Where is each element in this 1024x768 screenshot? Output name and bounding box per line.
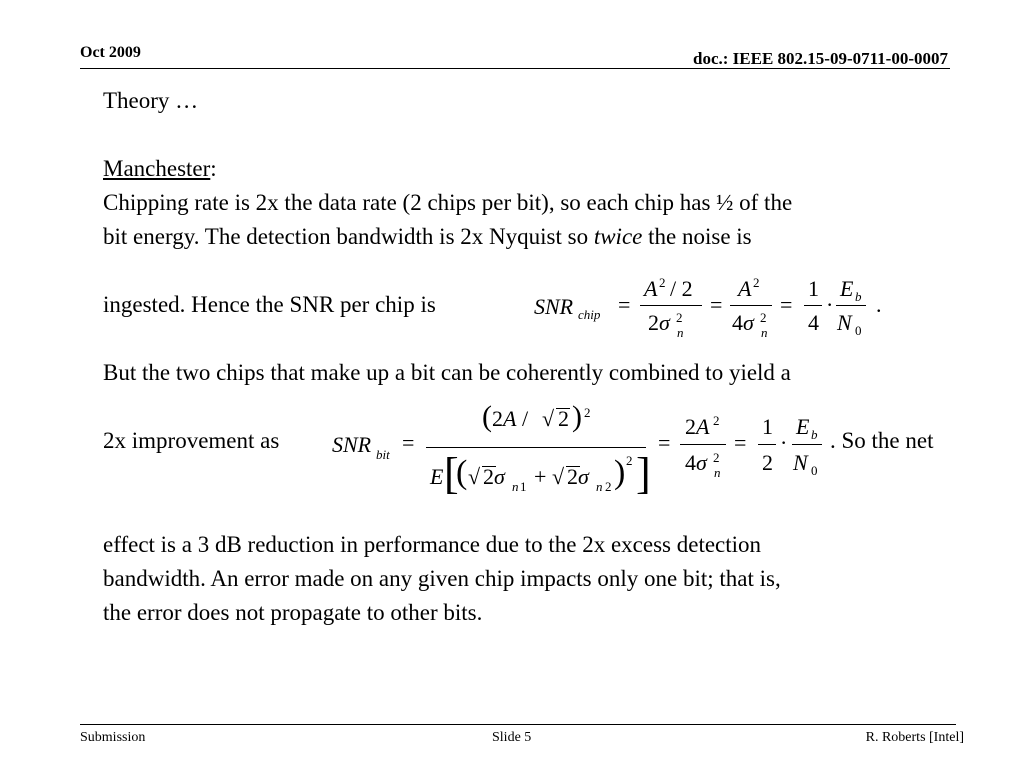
so-the-net: . So the net [830, 428, 934, 453]
section-title: Theory … [103, 88, 199, 113]
manchester-heading-colon: : [210, 156, 217, 181]
paragraph-2-line-2: 2x improvement as [103, 428, 280, 453]
footer-submission: Submission [80, 730, 146, 745]
snr-bit-equation: SNR bit = ( 2A / √ 2 ) 2 E [ ( √ 2σ n 1 + √ 2σ n 2 ) 2 ] = 2A 2 4σ 2 n = 1 2 · E b N 0 [330, 400, 850, 510]
paragraph-1-line-2 [103, 220, 752, 254]
paragraph-3-line-1: effect is a 3 dB reduction in performance due to the 2x excess detection [103, 532, 762, 557]
snr-chip-equation: SNR chip = A 2 / 2 2σ 2 n = A 2 4σ 2 n = 1 4 · E b N 0 . [534, 275, 882, 340]
paragraph-1-line-3: ingested. Hence the SNR per chip is [103, 292, 436, 317]
footer-divider [80, 724, 956, 725]
header-divider [80, 68, 950, 69]
footer-author: R. Roberts [Intel] [865, 730, 964, 745]
header-date: Oct 2009 [80, 44, 141, 61]
p1-line2-italic: twice [593, 224, 643, 249]
footer-slide-number: Slide 5 [492, 730, 532, 745]
p1-line2-start: bit energy. The detection bandwidth is 2x Nyquist so [103, 224, 594, 249]
paragraph-3-line-3: the error does not propagate to other bits. [103, 600, 483, 625]
paragraph-1-line-1: Chipping rate is 2x the data rate (2 chips per bit), so each chip has ½ of the [103, 190, 793, 215]
header-doc-id: doc.: IEEE 802.15-09-0711-00-0007 [693, 49, 948, 68]
manchester-heading [103, 152, 217, 186]
paragraph-2-line-1: But the two chips that make up a bit can be coherently combined to yield a [103, 360, 791, 385]
p1-line2-end: the noise is [642, 224, 752, 249]
paragraph-3-line-2: bandwidth. An error made on any given chip impacts only one bit; that is, [103, 566, 781, 591]
eq1-period: . [876, 292, 882, 317]
manchester-heading-text: Manchester [103, 156, 211, 181]
